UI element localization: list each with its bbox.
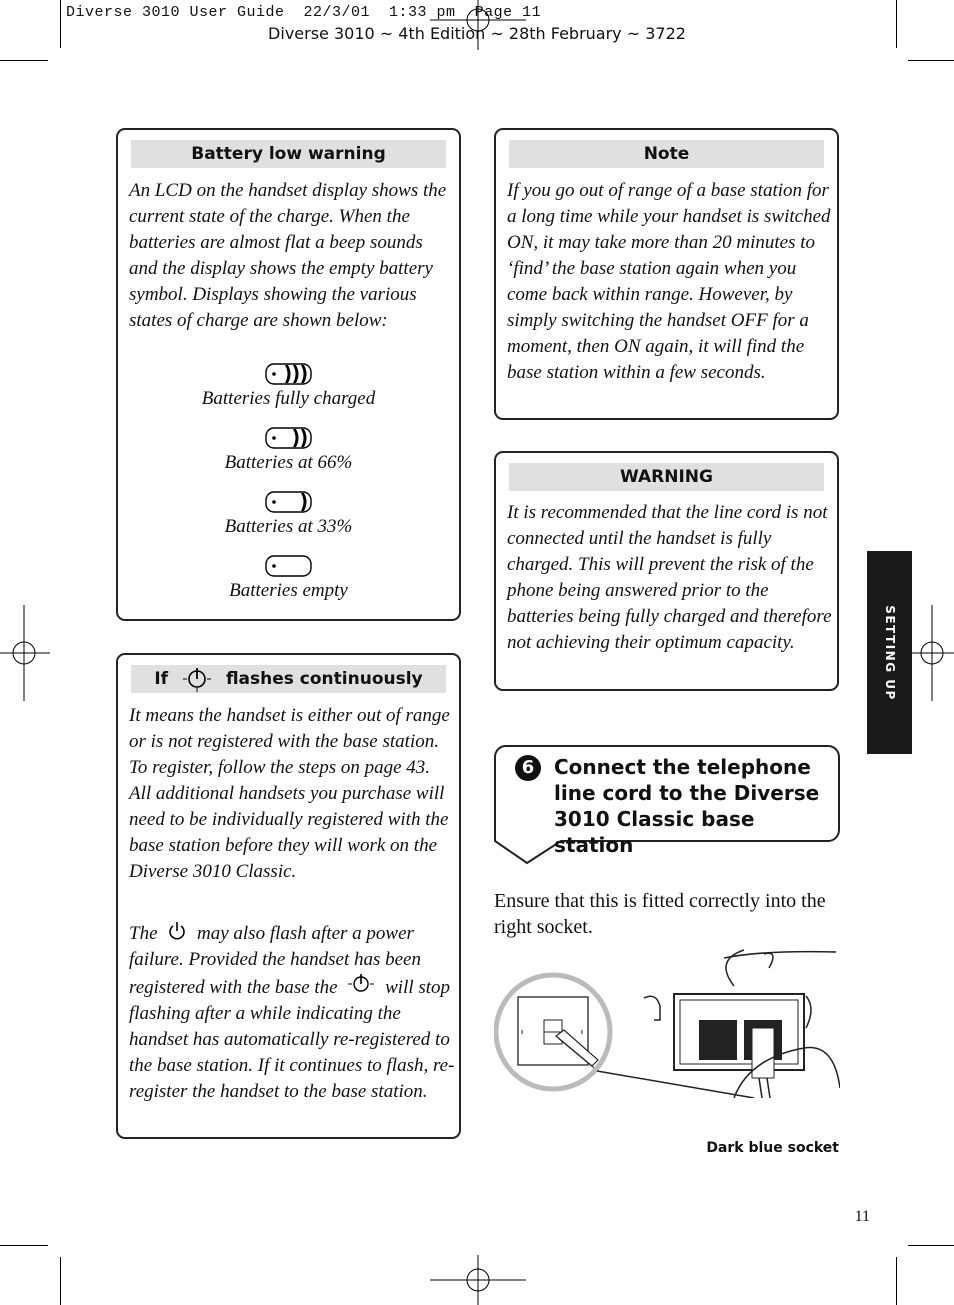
crop-mark — [60, 1257, 61, 1305]
battery-state-empty — [118, 554, 459, 604]
battery-full-icon — [265, 362, 313, 386]
step-body: Ensure that this is fitted correctly into the right socket. — [494, 890, 826, 938]
crop-mark — [0, 1245, 48, 1246]
flash-warning-box — [116, 653, 461, 1139]
battery-warning-box — [116, 128, 461, 621]
warning-title: WARNING — [509, 463, 824, 491]
flash-p2-middle: may also flash after a power failure. Provided the handset has been registered with the base the — [129, 923, 421, 998]
flash-title-suffix: flashes continuously — [225, 669, 423, 689]
socket-illustration — [494, 948, 840, 1098]
page-number: 11 — [854, 1208, 870, 1225]
battery-33-icon — [265, 490, 313, 514]
crop-mark — [0, 60, 48, 61]
note-text: If you go out of range of a base station for a long time while your handset is switched ON, it may take more than 20 minutes to ‘find’ the base station again when you come back within range. However, by simply switching the handset OFF for a moment, then ON again, it will find the base station within a few seconds. — [507, 180, 831, 383]
battery-state-label: Batteries at 66% — [224, 452, 353, 473]
registration-mark — [430, 1255, 526, 1305]
crop-mark — [908, 60, 954, 61]
warning-text: It is recommended that the line cord is not connected until the handset is fully charged. This will prevent the risk of the phone being answered prior to the batteries being fully charged and therefore not achieving their optimum capacity. — [507, 502, 832, 653]
crop-mark — [896, 1257, 897, 1305]
battery-state-label: Batteries empty — [229, 580, 348, 601]
antenna-icon — [180, 666, 214, 692]
battery-state-full — [118, 362, 459, 412]
battery-empty-icon — [265, 554, 313, 578]
battery-warning-title: Battery low warning — [131, 140, 446, 168]
step-number-badge: 6 — [515, 755, 541, 781]
flash-title-prefix: If — [154, 669, 169, 689]
socket-caption: Dark blue socket — [706, 1140, 839, 1156]
edition-line: Diverse 3010 ~ 4th Edition ~ 28th February ~ 3722 — [268, 24, 686, 43]
step-title: Connect the telephone line cord to the Diverse 3010 Classic base station — [554, 755, 820, 857]
battery-state-33 — [118, 490, 459, 540]
flash-p2-start: The — [129, 923, 158, 944]
flash-warning-title — [131, 665, 446, 693]
flash-p2-end: will stop flashing after a while indicating the handset has automatically re-registered to the base station. If it continues to flash, re-register the handset to the base station. — [129, 977, 455, 1102]
battery-66-icon — [265, 426, 313, 450]
flash-paragraph-1: It means the handset is either out of range or is not registered with the base station. To register, follow the steps on page 43. All additional handsets you purchase will need to be individually registered with the base station before they will work on the Diverse 3010 Classic. — [129, 705, 450, 882]
antenna-icon — [346, 973, 376, 995]
battery-state-label: Batteries at 33% — [224, 516, 353, 537]
battery-state-label: Batteries fully charged — [201, 388, 376, 409]
battery-state-66 — [118, 426, 459, 476]
battery-warning-text: An LCD on the handset display shows the current state of the charge. When the batteries are almost flat a beep sounds and the display shows the empty battery symbol. Displays showing the various states of charge are shown below: — [129, 180, 447, 331]
flash-paragraph-2 — [129, 921, 459, 1105]
note-box — [494, 128, 839, 420]
crop-mark — [908, 1245, 954, 1246]
note-title: Note — [509, 140, 824, 168]
section-tab-label: SETTING UP — [882, 604, 897, 701]
registration-mark — [0, 605, 50, 701]
power-icon — [166, 921, 188, 941]
print-slug: Diverse 3010 User Guide 22/3/01 1:33 pm Page 11 — [66, 4, 542, 21]
warning-box — [494, 451, 839, 691]
section-tab — [867, 551, 912, 754]
